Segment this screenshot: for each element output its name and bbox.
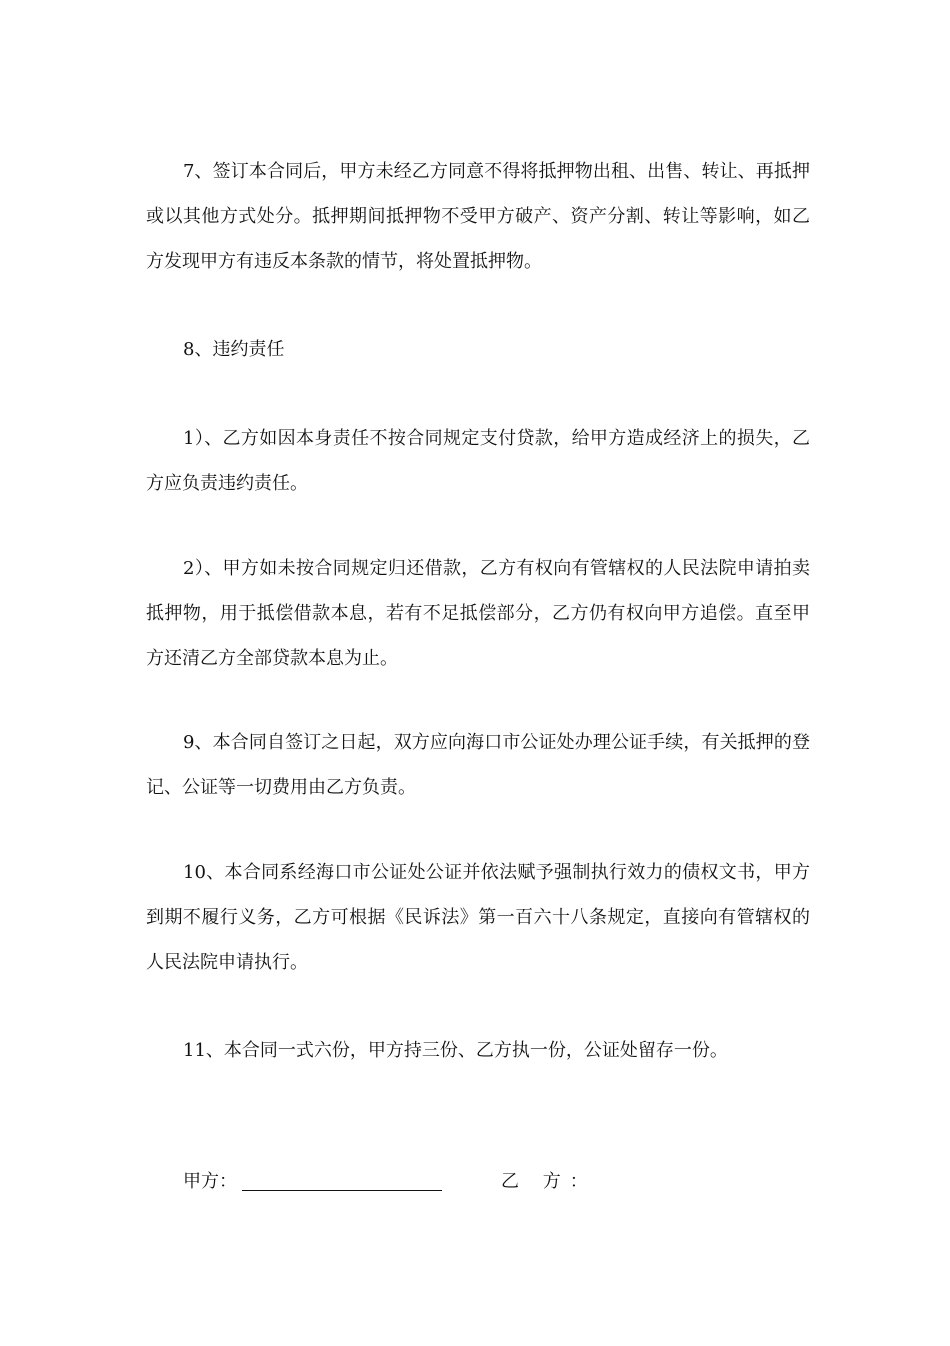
signature-row	[183, 1166, 783, 1198]
clause-8-heading: 8、违约责任	[183, 339, 285, 360]
party-b-label: 乙 方：	[501, 1171, 597, 1192]
clause-11: 11、本合同一式六份，甲方持三份、乙方执一份，公证处留存一份。	[183, 1040, 728, 1061]
party-a-label: 甲方：	[183, 1171, 237, 1192]
clause-8-item-1: 1）、乙方如因本身责任不按合同规定支付贷款，给甲方造成经济上的损失，乙方应负责违约责任。	[146, 428, 810, 494]
clause-7: 7、签订本合同后，甲方未经乙方同意不得将抵押物出租、出售、转让、再抵押或以其他方式处分。抵押期间抵押物不受甲方破产、资产分割、转让等影响，如乙方发现甲方有违反本条款的情节，将处置抵押物。	[146, 161, 810, 272]
clause-9: 9、本合同自签订之日起，双方应向海口市公证处办理公证手续，有关抵押的登记、公证等一切费用由乙方负责。	[146, 732, 810, 798]
party-a-signature-line	[242, 1190, 442, 1191]
clause-10: 10、本合同系经海口市公证处公证并依法赋予强制执行效力的债权文书，甲方到期不履行义务，乙方可根据《民诉法》第一百六十八条规定，直接向有管辖权的人民法院申请执行。	[146, 862, 810, 973]
clause-8-item-2: 2）、甲方如未按合同规定归还借款，乙方有权向有管辖权的人民法院申请拍卖抵押物，用于抵偿借款本息，若有不足抵偿部分，乙方仍有权向甲方追偿。直至甲方还清乙方全部贷款本息为止。	[146, 558, 810, 669]
